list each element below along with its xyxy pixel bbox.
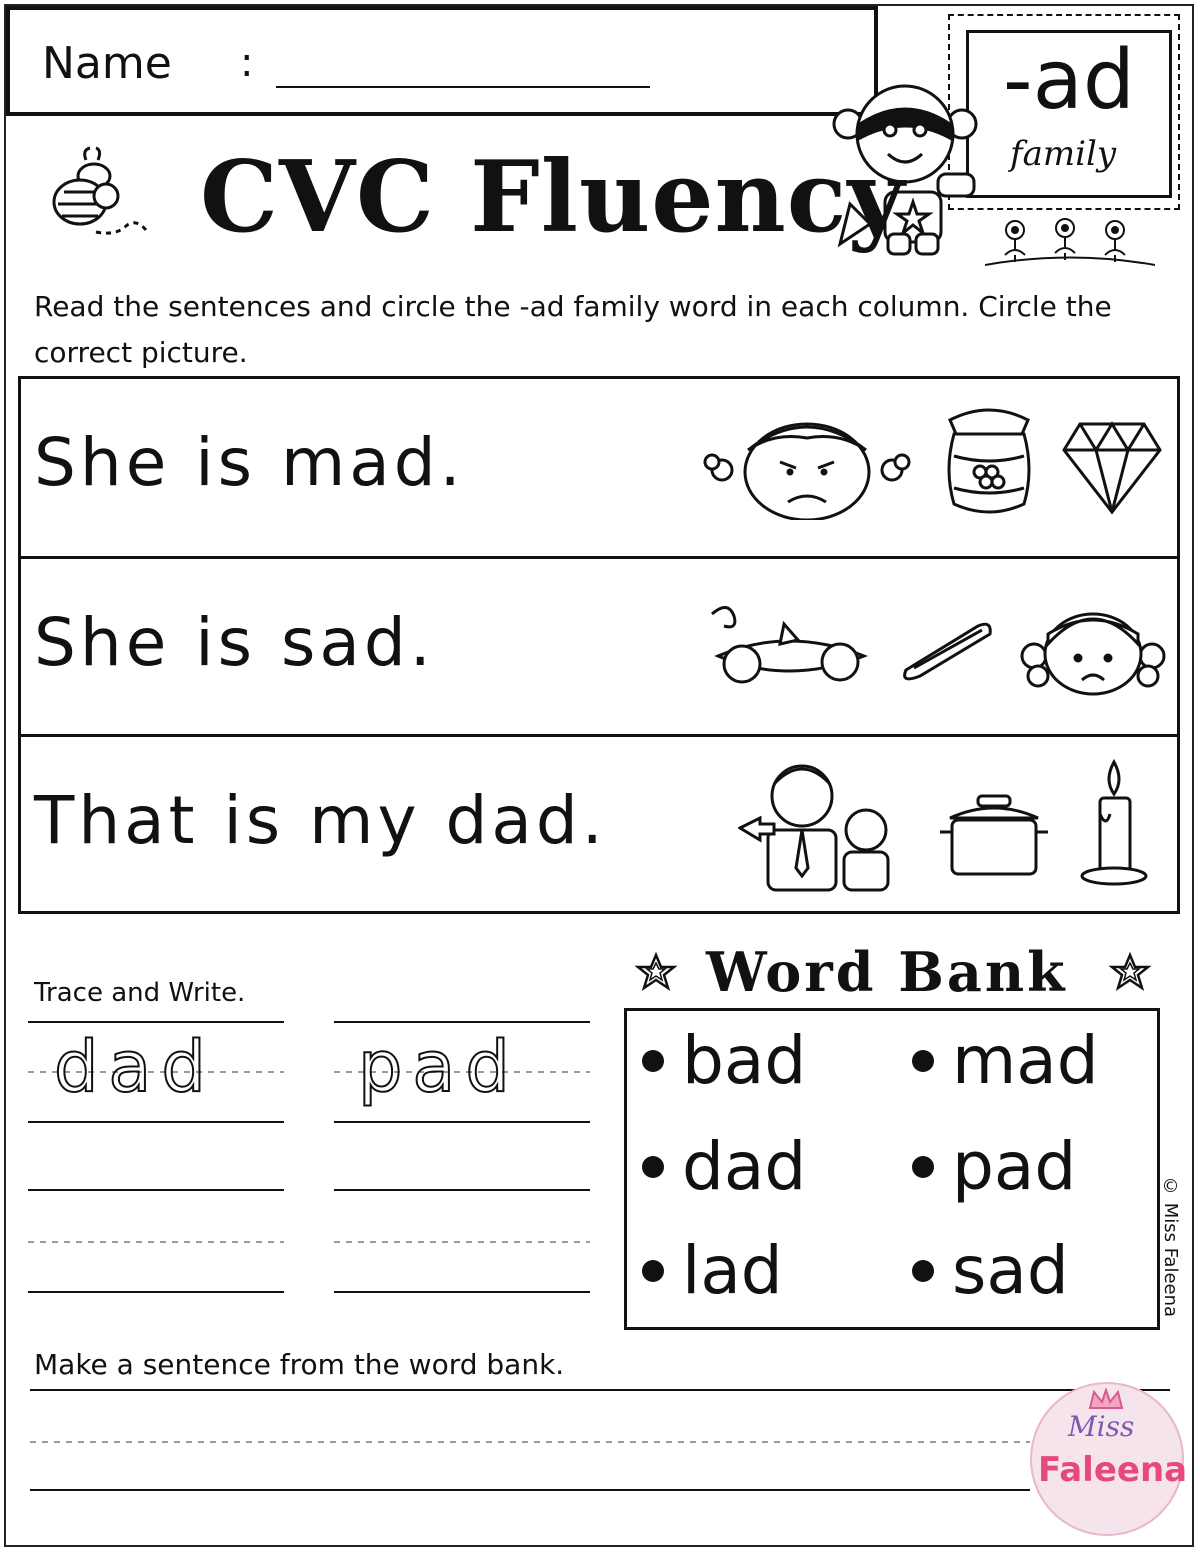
word-bank-item[interactable]: [912, 1232, 1069, 1309]
dad-and-child-icon[interactable]: [738, 758, 904, 894]
peapod-icon[interactable]: [708, 596, 872, 696]
word-bank-word: mad: [952, 1022, 1099, 1099]
family-word: family: [1010, 134, 1117, 174]
bullet-icon: [912, 1260, 934, 1282]
flowers-icon: [985, 210, 1155, 270]
diamond-icon[interactable]: [1060, 420, 1164, 516]
word-bank-word: bad: [682, 1022, 807, 1099]
word-bank-word: lad: [682, 1232, 783, 1309]
candle-icon[interactable]: [1076, 758, 1152, 888]
bee-icon: [36, 140, 166, 250]
word-bank-item[interactable]: [642, 1022, 807, 1099]
jam-jar-icon[interactable]: [940, 400, 1038, 520]
crown-icon: [1086, 1388, 1126, 1410]
word-bank-item[interactable]: [642, 1232, 783, 1309]
bullet-icon: [642, 1050, 664, 1072]
trace-word-dad[interactable]: dad: [54, 1026, 216, 1108]
word-bank-word: pad: [952, 1128, 1077, 1205]
word-bank-item[interactable]: [912, 1022, 1099, 1099]
logo-miss: Miss: [1068, 1410, 1135, 1443]
page-title: CVC Fluency: [200, 140, 906, 255]
logo-name: Faleena: [1038, 1450, 1188, 1490]
name-colon: :: [240, 40, 254, 86]
word-bank-item[interactable]: [642, 1128, 807, 1205]
pot-icon[interactable]: [936, 790, 1052, 880]
word-bank-title: Word Bank: [706, 940, 1068, 1004]
angry-face-icon[interactable]: [700, 410, 915, 520]
sentence-1[interactable]: She is mad.: [34, 424, 465, 501]
safety-pin-icon[interactable]: [892, 612, 998, 682]
bullet-icon: [912, 1156, 934, 1178]
make-sentence-title: Make a sentence from the word bank.: [34, 1348, 565, 1381]
word-bank-word: sad: [952, 1232, 1069, 1309]
copyright: © Miss Faleena: [1160, 1176, 1181, 1318]
sad-girl-icon[interactable]: [1018, 596, 1168, 696]
family-ending: -ad: [1003, 33, 1135, 128]
sentence-writing-lines[interactable]: [30, 1386, 1174, 1496]
name-label: Name: [42, 38, 172, 89]
word-bank-item[interactable]: [912, 1128, 1077, 1205]
trace-title: Trace and Write.: [34, 978, 246, 1008]
sentence-2[interactable]: She is sad.: [34, 604, 435, 681]
word-bank-word: dad: [682, 1128, 807, 1205]
bullet-icon: [912, 1050, 934, 1072]
trace-word-pad[interactable]: pad: [358, 1026, 520, 1108]
instructions: Read the sentences and circle the -ad family word in each column. Circle the correct picture.: [34, 290, 1112, 369]
name-field[interactable]: [276, 86, 650, 88]
star-icon: [634, 952, 678, 992]
bullet-icon: [642, 1260, 664, 1282]
bullet-icon: [642, 1156, 664, 1178]
sentence-3[interactable]: That is my dad.: [34, 782, 607, 859]
star-icon: [1108, 952, 1152, 992]
